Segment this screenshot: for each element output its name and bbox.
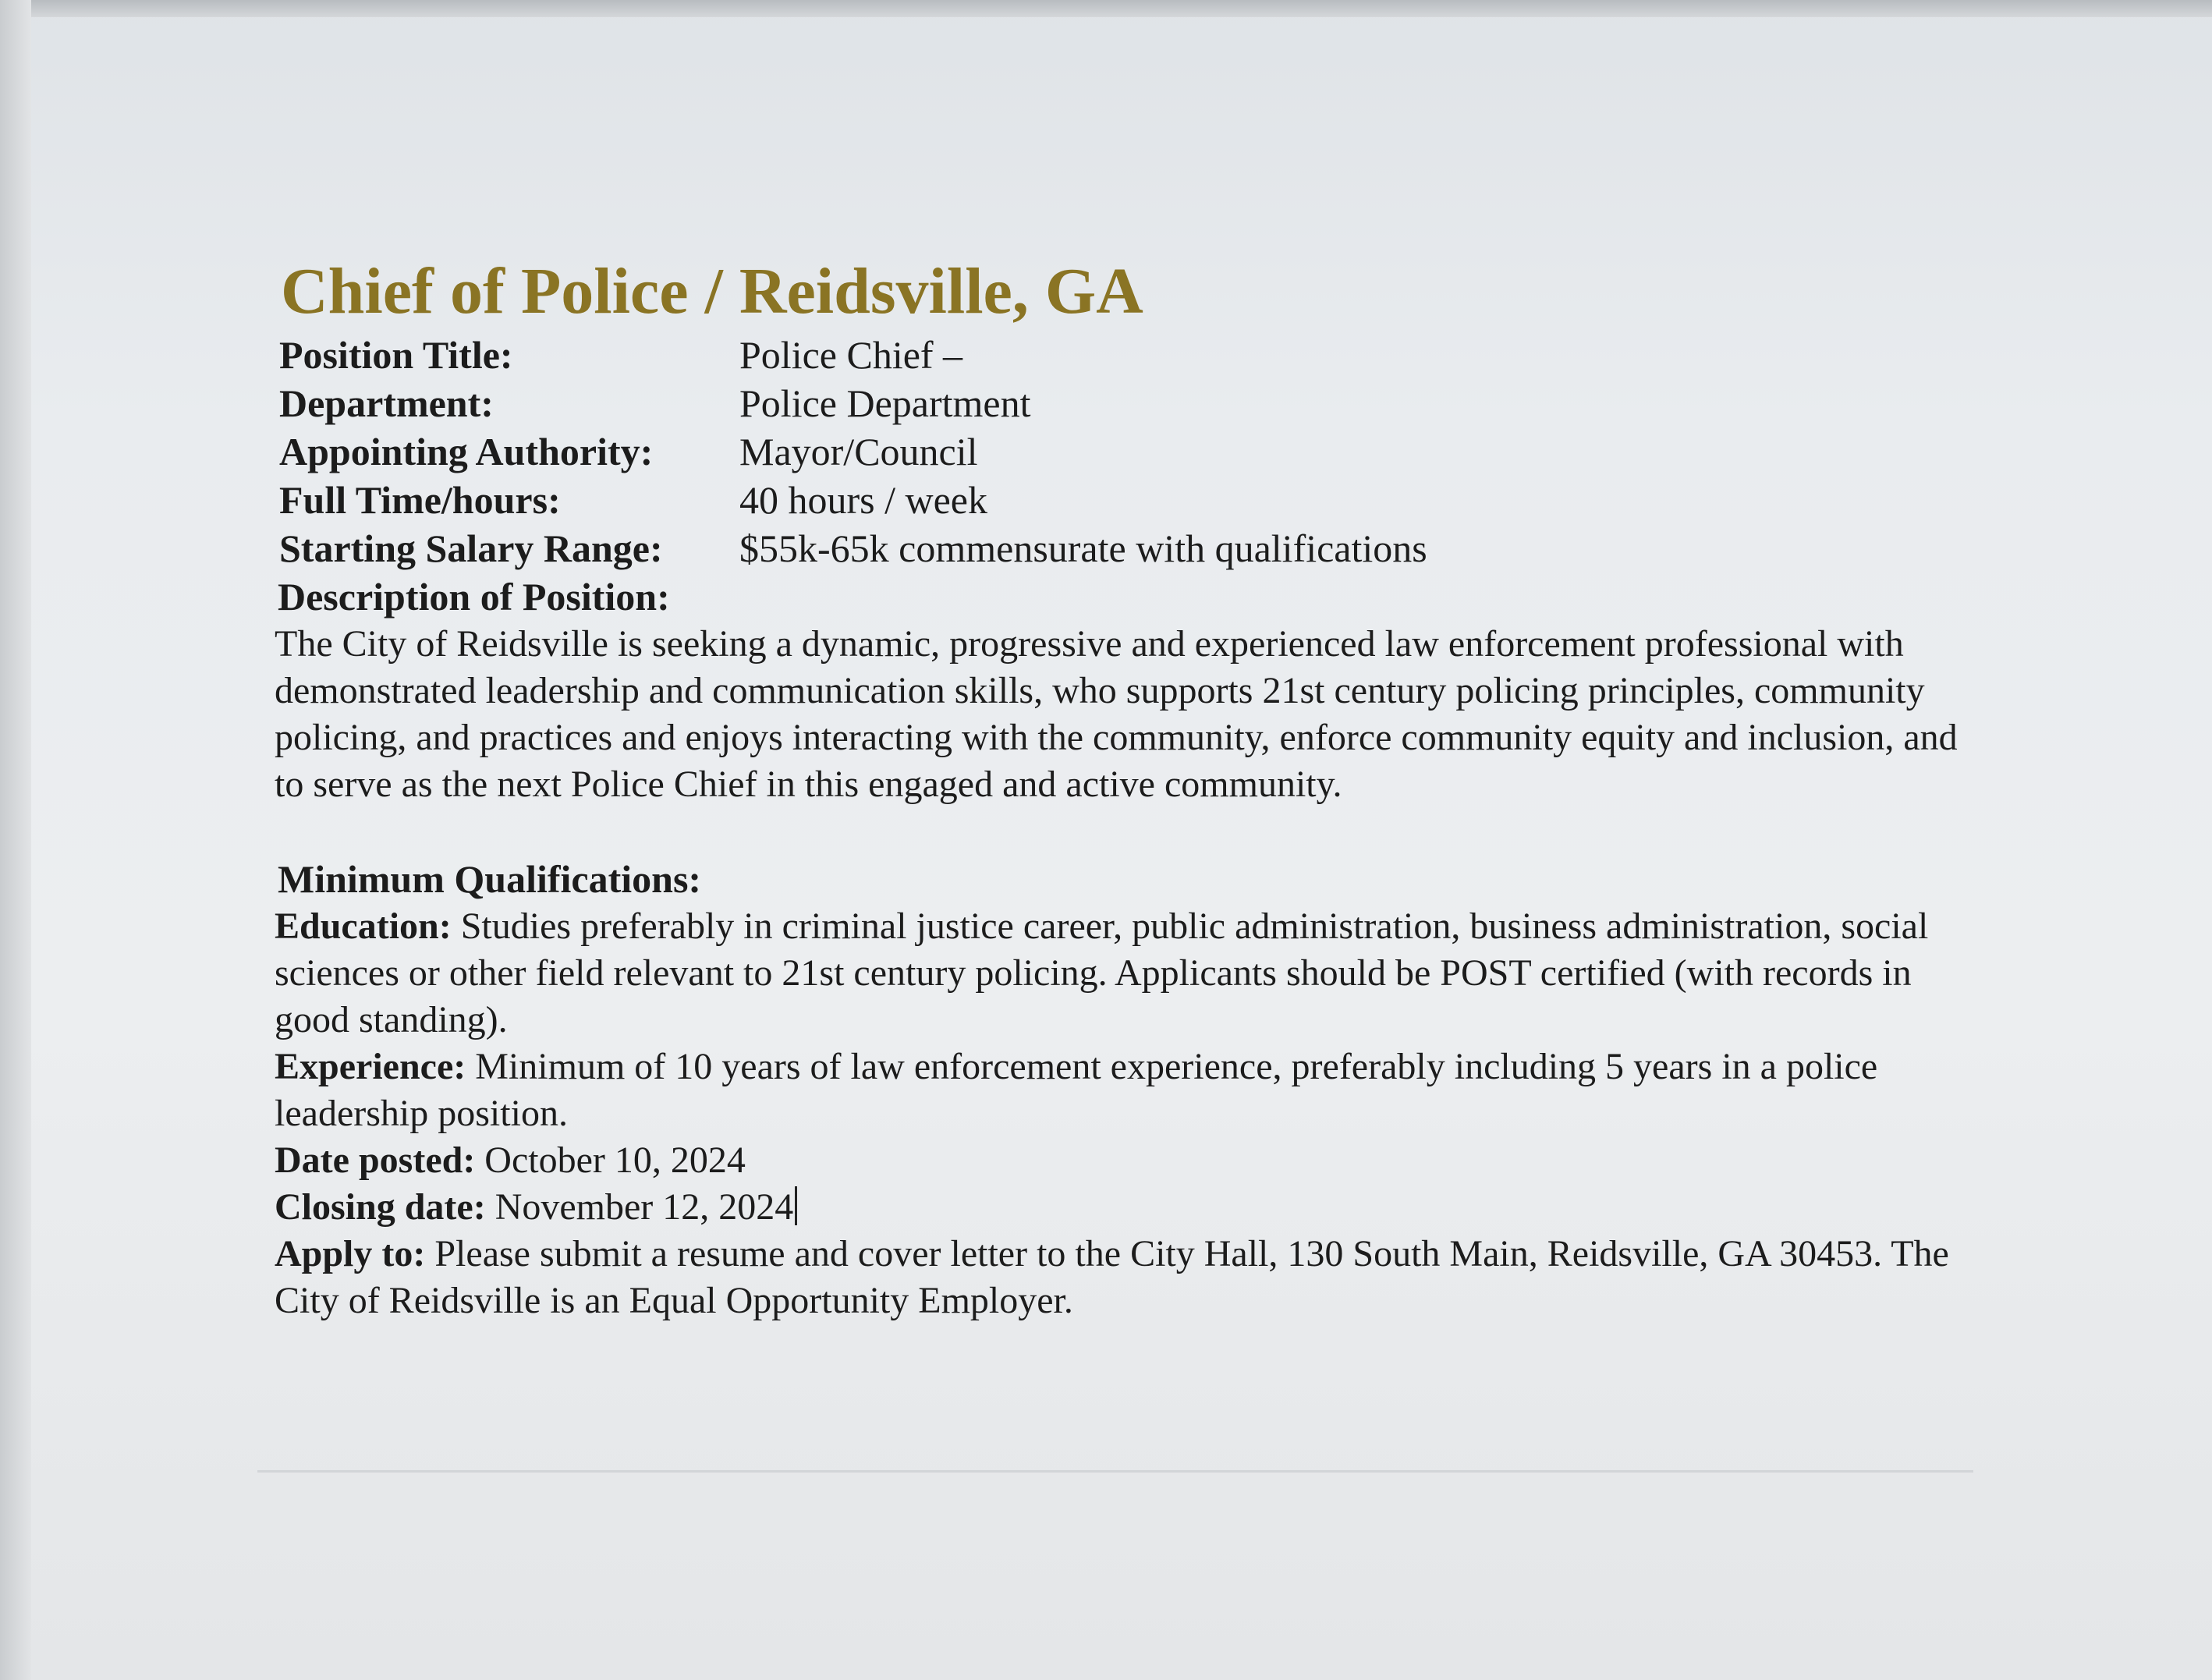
position-title-label: Position Title: [279,333,513,377]
date-posted-line [275,1137,1959,1184]
monitor-bezel-left [0,0,31,1680]
hours-value: 40 hours / week [739,478,987,523]
description-heading: Description of Position: [278,575,670,619]
apply-text: Please submit a resume and cover letter to the City Hall, 130 South Main, Reidsville, GA 30453. The City of Reidsville is an Equal Opportunity Employer. [275,1233,1949,1322]
document-page[interactable] [257,234,1973,1466]
paragraph-spacer [257,808,1973,855]
info-row-hours [279,476,1973,524]
page-divider [257,1470,1973,1473]
job-title: Chief of Police / Reidsville, GA [281,255,1143,328]
closing-date-label: Closing date: [275,1186,486,1228]
education-label: Education: [275,906,452,948]
info-row-appointing-authority [279,427,1973,476]
apply-paragraph [275,1231,1959,1324]
education-paragraph [275,903,1959,1044]
text-caret [795,1186,797,1225]
closing-date-line [275,1184,1959,1231]
hours-label: Full Time/hours: [279,478,561,523]
experience-label: Experience: [275,1046,466,1088]
date-posted-value: October 10, 2024 [484,1139,746,1182]
position-info-table [279,331,1973,572]
monitor-bezel-top [0,0,2212,17]
apply-label: Apply to: [275,1233,426,1275]
experience-text: Minimum of 10 years of law enforcement experience, preferably including 5 years in a police leadership position. [275,1046,1878,1135]
date-posted-label: Date posted: [275,1139,476,1182]
education-text: Studies preferably in criminal justice career, public administration, business administration, social sciences or other field relevant to 21st century policing. Applicants should be POST certified (with records in good standing). [275,906,1929,1041]
info-row-department [279,379,1973,427]
info-row-salary [279,524,1973,572]
department-label: Department: [279,381,494,426]
description-paragraph: The City of Reidsville is seeking a dynamic, progressive and experienced law enforcement professional with demonstrated leadership and communication skills, who supports 21st century policing principles, community policing, and practices and enjoys interacting with the community, enforce community equity and inclusion, and to serve as the next Police Chief in this engaged and active community. [275,623,1958,806]
department-value: Police Department [739,381,1031,426]
experience-paragraph [275,1044,1959,1137]
appointing-authority-label: Appointing Authority: [279,430,654,474]
appointing-authority-value: Mayor/Council [739,430,978,474]
salary-label: Starting Salary Range: [279,526,663,571]
position-title-value: Police Chief – [739,333,963,377]
qualifications-heading: Minimum Qualifications: [278,857,702,902]
salary-value: $55k-65k commensurate with qualifications [739,526,1427,571]
closing-date-value: November 12, 2024 [495,1186,794,1228]
info-row-position-title [279,331,1973,379]
